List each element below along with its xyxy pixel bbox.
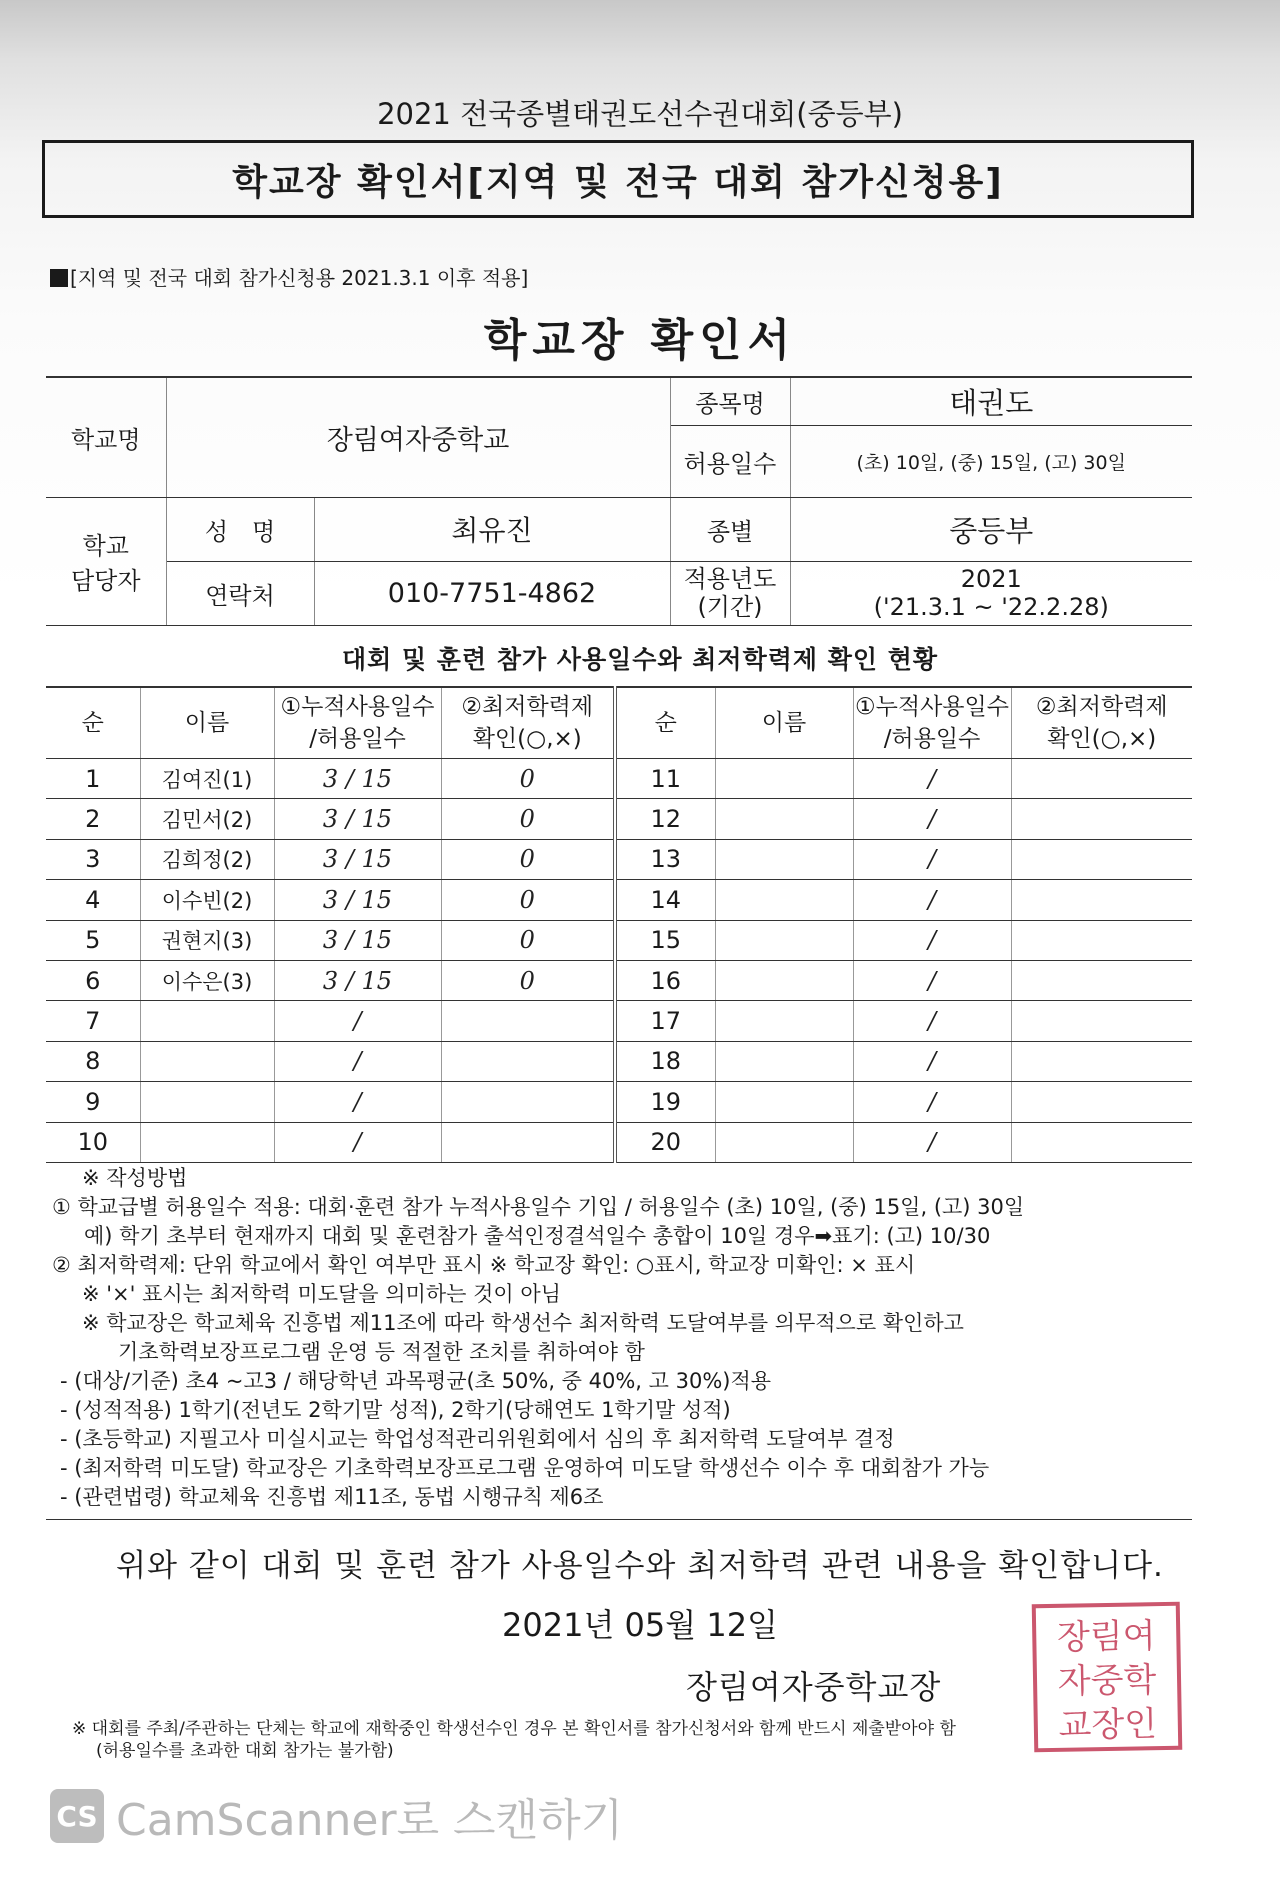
minimum-check <box>441 1122 615 1162</box>
used-days: / <box>853 759 1011 799</box>
event-title: 2021 전국종별태권도선수권대회(중등부) <box>377 97 903 131</box>
minimum-check: 0 <box>441 839 615 879</box>
detail-target: - (대상/기준) 초4 ~고3 / 해당학년 과목평균(초 50%, 중 40%, 고 30%)적용 <box>60 1369 772 1393</box>
minimum-check <box>441 1082 615 1122</box>
camscanner-text: CamScanner로 스캔하기 <box>116 1795 624 1846</box>
table-row <box>46 799 1192 839</box>
roster-header-row <box>46 687 1192 759</box>
row-number: 1 <box>46 759 140 799</box>
minimum-check <box>1011 1122 1192 1162</box>
row-number: 19 <box>615 1082 715 1122</box>
athlete-name <box>715 799 853 839</box>
instruction-2-note-a: ※ '×' 표시는 최저학력 미도달을 의미하는 것이 아님 <box>82 1282 561 1306</box>
banner-title <box>42 140 1194 218</box>
footnote-line-1: ※ 대회를 주최/주관하는 단체는 학교에 재학중인 학생선수인 경우 본 확인서를 참가신청서와 함께 반드시 제출받아야 함 <box>72 1719 956 1739</box>
contact-label-line-1: 학교 <box>82 532 129 560</box>
used-days: / <box>853 960 1011 1000</box>
minimum-check <box>1011 880 1192 920</box>
col-min-header-2-line-1: ②최저학력제 <box>1035 694 1168 720</box>
athlete-name: 권현지(3) <box>140 920 274 960</box>
col-no-header: 순 <box>46 687 140 759</box>
row-number: 20 <box>615 1122 715 1162</box>
athlete-name <box>715 839 853 879</box>
col-name-header-2: 이름 <box>715 687 853 759</box>
row-number: 7 <box>46 1001 140 1041</box>
instruction-2-note-b: ※ 학교장은 학교체육 진흥법 제11조에 따라 학생선수 최저학력 도달여부를 의무적으로 확인하고 <box>82 1311 964 1335</box>
table-row <box>46 759 1192 799</box>
athlete-name: 김희정(2) <box>140 839 274 879</box>
col-min-header <box>441 687 615 759</box>
athlete-name <box>715 920 853 960</box>
minimum-check <box>441 1001 615 1041</box>
row-number: 14 <box>615 880 715 920</box>
athlete-name <box>715 1041 853 1081</box>
table-row <box>46 920 1192 960</box>
col-days-header-2 <box>853 687 1011 759</box>
notice-text: [지역 및 전국 대회 참가신청용 2021.3.1 이후 적용] <box>70 266 529 290</box>
phone-label: 연락처 <box>166 561 314 625</box>
detail-below-minimum: - (최저학력 미도달) 학교장은 기초학력보장프로그램 운영하여 미도달 학생선수 이수 후 대회참가 가능 <box>60 1456 990 1480</box>
division-label: 종별 <box>670 497 790 561</box>
used-days: 3 / 15 <box>274 880 441 920</box>
phone-value: 010-7751-4862 <box>314 561 670 625</box>
row-number: 8 <box>46 1041 140 1081</box>
info-table <box>46 376 1192 626</box>
detail-grades: - (성적적용) 1학기(전년도 2학기말 성적), 2학기(당해연도 1학기말 성적) <box>60 1398 731 1422</box>
period-value <box>790 561 1192 625</box>
detail-law: - (관련법령) 학교체육 진흥법 제11조, 동법 시행규칙 제6조 <box>60 1485 604 1509</box>
row-number: 15 <box>615 920 715 960</box>
divider <box>46 1519 1192 1520</box>
period-label-line-1: 적용년도 <box>683 565 777 593</box>
athlete-name <box>140 1122 274 1162</box>
col-days-header-2-line-2: /허용일수 <box>883 726 981 752</box>
used-days: / <box>853 1001 1011 1041</box>
athlete-name <box>140 1041 274 1081</box>
athlete-name <box>140 1001 274 1041</box>
instruction-1: ① 학교급별 허용일수 적용: 대회·훈련 참가 누적사용일수 기입 / 허용일수 (초) 10일, (중) 15일, (고) 30일 <box>52 1195 1025 1219</box>
table-row <box>46 839 1192 879</box>
minimum-check <box>1011 799 1192 839</box>
instruction-1-example: 예) 학기 초부터 현재까지 대회 및 훈련참가 출석인정결석일수 총합이 10일 경우➡표기: (고) 10/30 <box>84 1224 991 1248</box>
row-number: 12 <box>615 799 715 839</box>
col-min-header-2 <box>1011 687 1192 759</box>
col-name-header: 이름 <box>140 687 274 759</box>
name-value: 최유진 <box>314 497 670 561</box>
used-days: 3 / 15 <box>274 759 441 799</box>
row-number: 2 <box>46 799 140 839</box>
camscanner-watermark <box>50 1784 623 1848</box>
col-min-header-line-1: ②최저학력제 <box>461 694 594 720</box>
writing-instructions <box>52 1164 1202 1512</box>
name-label: 성 명 <box>166 497 314 561</box>
used-days: / <box>853 839 1011 879</box>
athlete-name <box>140 1082 274 1122</box>
school-name: 장림여자중학교 <box>166 377 670 497</box>
period-label <box>670 561 790 625</box>
period-label-line-2: (기간) <box>697 593 763 621</box>
athlete-name: 이수빈(2) <box>140 880 274 920</box>
minimum-check <box>1011 1001 1192 1041</box>
row-number: 9 <box>46 1082 140 1122</box>
document-title: 학교장 확인서 <box>483 315 797 366</box>
principal-title: 장림여자중학교장 <box>686 1668 942 1706</box>
confirmation-statement: 위와 같이 대회 및 훈련 참가 사용일수와 최저학력 관련 내용을 확인합니다. <box>116 1548 1164 1584</box>
table-row <box>46 1122 1192 1162</box>
roster-body <box>46 759 1192 1163</box>
athlete-name <box>715 1122 853 1162</box>
minimum-check <box>1011 1041 1192 1081</box>
used-days: 3 / 15 <box>274 799 441 839</box>
minimum-check <box>1011 960 1192 1000</box>
used-days: 3 / 15 <box>274 920 441 960</box>
minimum-check: 0 <box>441 799 615 839</box>
col-min-header-2-line-2: 확인(○,×) <box>1047 726 1157 752</box>
row-number: 18 <box>615 1041 715 1081</box>
athlete-name <box>715 960 853 1000</box>
minimum-check <box>1011 839 1192 879</box>
col-days-header-line-2: /허용일수 <box>309 726 406 752</box>
used-days: 3 / 15 <box>274 839 441 879</box>
athlete-name <box>715 759 853 799</box>
used-days: / <box>853 1122 1011 1162</box>
camscanner-logo-icon: CS <box>50 1789 104 1843</box>
allowed-days-label: 허용일수 <box>670 425 790 497</box>
used-days: / <box>853 920 1011 960</box>
athlete-name <box>715 1001 853 1041</box>
roster-table <box>46 686 1192 1163</box>
period-value-line-2: ('21.3.1 ~ '22.2.28) <box>873 593 1109 621</box>
division-value: 중등부 <box>790 497 1192 561</box>
square-bullet-icon <box>50 269 68 287</box>
roster-section-title: 대회 및 훈련 참가 사용일수와 최저학력제 확인 현황 <box>341 645 939 674</box>
issue-date: 2021년 05월 12일 <box>502 1606 778 1644</box>
period-value-line-1: 2021 <box>960 565 1022 593</box>
used-days: / <box>274 1001 441 1041</box>
col-days-header-line-1: ①누적사용일수 <box>280 694 435 720</box>
table-row <box>46 1041 1192 1081</box>
row-number: 6 <box>46 960 140 1000</box>
minimum-check: 0 <box>441 960 615 1000</box>
athlete-name <box>715 880 853 920</box>
used-days: / <box>853 880 1011 920</box>
col-min-header-line-2: 확인(○,×) <box>472 726 582 752</box>
used-days: / <box>274 1082 441 1122</box>
contact-person-label <box>46 497 166 625</box>
row-number: 3 <box>46 839 140 879</box>
used-days: 3 / 15 <box>274 960 441 1000</box>
minimum-check: 0 <box>441 880 615 920</box>
row-number: 16 <box>615 960 715 1000</box>
col-days-header <box>274 687 441 759</box>
table-row <box>46 880 1192 920</box>
instruction-2: ② 최저학력제: 단위 학교에서 확인 여부만 표시 ※ 학교장 확인: ○표시, 학교장 미확인: × 표시 <box>52 1253 916 1277</box>
used-days: / <box>274 1041 441 1081</box>
allowed-days-value: (초) 10일, (중) 15일, (고) 30일 <box>790 425 1192 497</box>
used-days: / <box>853 1082 1011 1122</box>
row-number: 5 <box>46 920 140 960</box>
athlete-name <box>715 1082 853 1122</box>
instructions-heading: ※ 작성방법 <box>82 1166 188 1190</box>
athlete-name: 이수은(3) <box>140 960 274 1000</box>
table-row <box>46 1001 1192 1041</box>
footnote <box>72 1718 1182 1762</box>
contact-label-line-2: 담당자 <box>70 567 141 595</box>
row-number: 4 <box>46 880 140 920</box>
official-seal-stamp: 장림여 자중학 교장인 <box>1032 1602 1183 1753</box>
athlete-name: 김여진(1) <box>140 759 274 799</box>
banner-title-text: 학교장 확인서[지역 및 전국 대회 참가신청용] <box>232 161 1004 203</box>
row-number: 13 <box>615 839 715 879</box>
col-days-header-2-line-1: ①누적사용일수 <box>855 694 1009 720</box>
minimum-check <box>1011 920 1192 960</box>
instruction-2-note-b-cont: 기초학력보장프로그램 운영 등 적절한 조치를 취하여야 함 <box>118 1340 645 1364</box>
minimum-check <box>1011 759 1192 799</box>
table-row <box>46 1082 1192 1122</box>
sport-value: 태권도 <box>790 377 1192 425</box>
used-days: / <box>853 1041 1011 1081</box>
minimum-check: 0 <box>441 920 615 960</box>
row-number: 17 <box>615 1001 715 1041</box>
table-row <box>46 960 1192 1000</box>
used-days: / <box>853 799 1011 839</box>
school-label: 학교명 <box>46 377 166 497</box>
detail-elementary: - (초등학교) 지필고사 미실시교는 학업성적관리위원회에서 심의 후 최저학력 도달여부 결정 <box>60 1427 895 1451</box>
row-number: 11 <box>615 759 715 799</box>
used-days: / <box>274 1122 441 1162</box>
footnote-line-2: (허용일수를 초과한 대회 참가는 불가함) <box>96 1741 394 1761</box>
sport-label: 종목명 <box>670 377 790 425</box>
row-number: 10 <box>46 1122 140 1162</box>
athlete-name: 김민서(2) <box>140 799 274 839</box>
minimum-check <box>441 1041 615 1081</box>
application-notice <box>50 262 528 291</box>
col-no-header-2: 순 <box>615 687 715 759</box>
minimum-check: 0 <box>441 759 615 799</box>
minimum-check <box>1011 1082 1192 1122</box>
